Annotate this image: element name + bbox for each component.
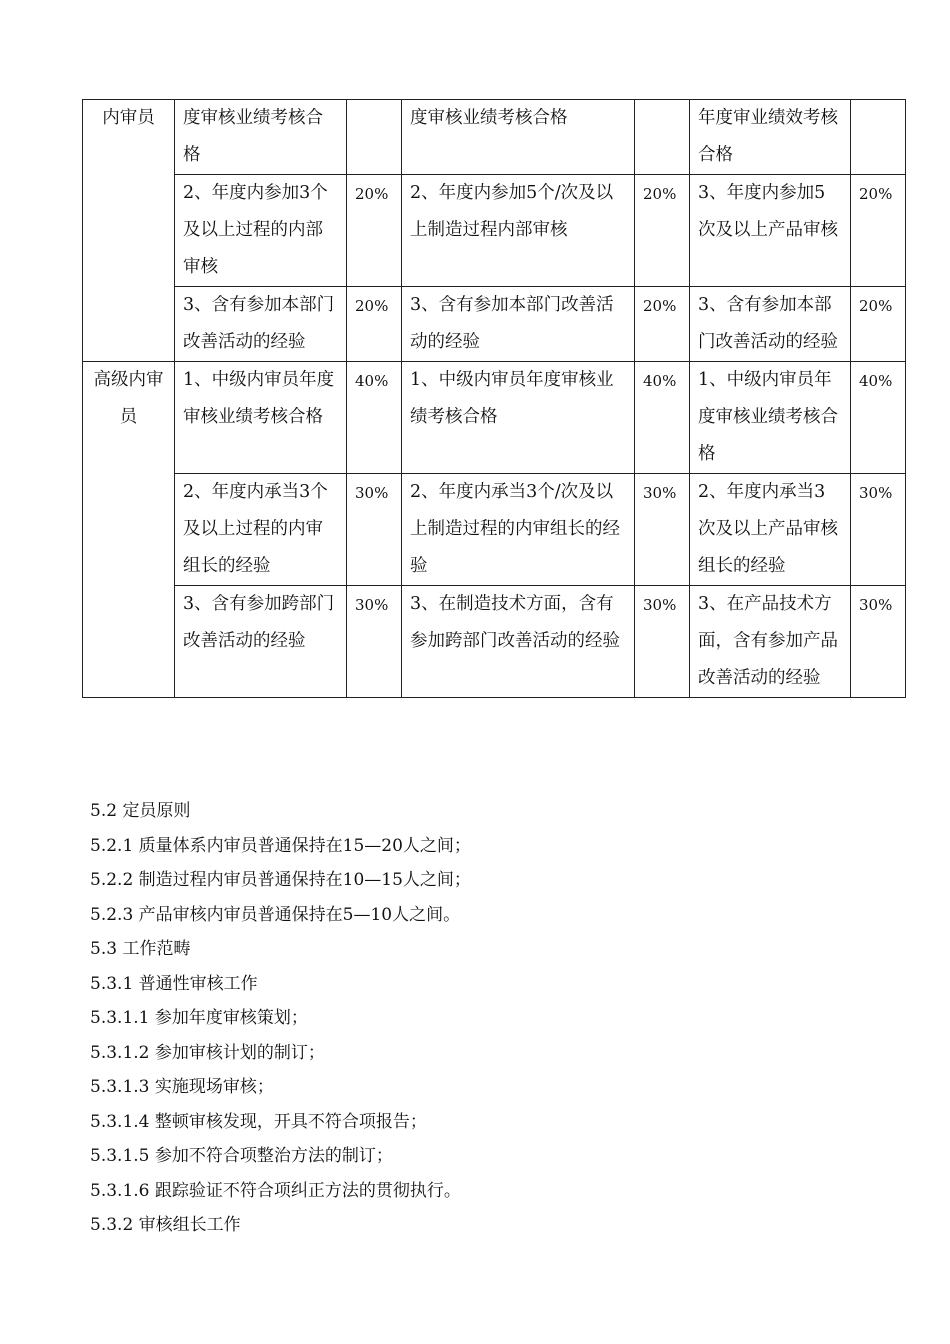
requirement-cell: 3、含有参加跨部门改善活动的经验 bbox=[175, 586, 347, 698]
table-body bbox=[83, 100, 906, 698]
text-line: 5.3.1.3 实施现场审核； bbox=[90, 1077, 274, 1097]
weight-cell: 30% bbox=[851, 474, 906, 586]
table-row bbox=[83, 586, 906, 698]
table-row bbox=[83, 287, 906, 362]
text-line: 5.3.1.5 参加不符合项整治方法的制订； bbox=[90, 1146, 393, 1166]
requirement-cell: 1、中级内审员年度审核业绩考核合格 bbox=[690, 362, 851, 474]
requirement-cell: 1、中级内审员年度审核业绩考核合格 bbox=[175, 362, 347, 474]
weight-cell: 30% bbox=[347, 474, 402, 586]
table-row bbox=[83, 100, 906, 175]
requirement-cell: 2、年度内承当3个及以上过程的内审组长的经验 bbox=[175, 474, 347, 586]
weight-cell: 40% bbox=[347, 362, 402, 474]
requirement-cell: 年度审业绩效考核合格 bbox=[690, 100, 851, 175]
text-line: 5.2 定员原则 bbox=[90, 801, 191, 821]
weight-cell: 20% bbox=[851, 175, 906, 287]
weight-cell: 30% bbox=[851, 586, 906, 698]
weight-cell: 20% bbox=[851, 287, 906, 362]
weight-cell: 30% bbox=[635, 474, 690, 586]
weight-cell: 20% bbox=[635, 287, 690, 362]
weight-cell: 40% bbox=[635, 362, 690, 474]
requirement-cell: 3、含有参加本部门改善活动的经验 bbox=[690, 287, 851, 362]
text-line: 5.3.1.1 参加年度审核策划； bbox=[90, 1008, 308, 1028]
role-cell: 内审员 bbox=[83, 100, 175, 362]
auditor-requirements-table bbox=[82, 99, 906, 698]
requirement-cell: 度审核业绩考核合格 bbox=[175, 100, 347, 175]
weight-cell: 20% bbox=[347, 287, 402, 362]
table-row bbox=[83, 362, 906, 474]
table-row bbox=[83, 474, 906, 586]
requirement-cell: 3、含有参加本部门改善活动的经验 bbox=[402, 287, 635, 362]
text-line: 5.3.1.6 跟踪验证不符合项纠正方法的贯彻执行。 bbox=[90, 1180, 461, 1201]
text-line: 5.3.1.4 整顿审核发现，开具不符合项报告； bbox=[90, 1111, 427, 1132]
requirement-cell: 2、年度内参加5个/次及以上制造过程内部审核 bbox=[402, 175, 635, 287]
text-line: 5.2.3 产品审核内审员普通保持在5—10人之间。 bbox=[90, 904, 461, 925]
text-line: 5.3 工作范畴 bbox=[90, 939, 191, 959]
weight-cell: 30% bbox=[635, 586, 690, 698]
requirement-cell: 2、年度内承当3次及以上产品审核组长的经验 bbox=[690, 474, 851, 586]
text-line: 5.2.1 质量体系内审员普通保持在15—20人之间； bbox=[90, 835, 471, 856]
weight-cell: 40% bbox=[851, 362, 906, 474]
requirement-cell: 3、在制造技术方面，含有参加跨部门改善活动的经验 bbox=[402, 586, 635, 698]
text-line: 5.3.2 审核组长工作 bbox=[90, 1215, 241, 1235]
requirement-cell: 2、年度内参加3个及以上过程的内部审核 bbox=[175, 175, 347, 287]
requirement-cell: 1、中级内审员年度审核业绩考核合格 bbox=[402, 362, 635, 474]
weight-cell: 30% bbox=[347, 586, 402, 698]
text-line: 5.3.1 普通性审核工作 bbox=[90, 973, 258, 994]
text-line: 5.2.2 制造过程内审员普通保持在10—15人之间； bbox=[90, 870, 471, 890]
weight-cell: 20% bbox=[635, 175, 690, 287]
requirement-cell: 度审核业绩考核合格 bbox=[402, 100, 635, 175]
text-line: 5.3.1.2 参加审核计划的制订； bbox=[90, 1042, 325, 1063]
requirement-cell: 3、含有参加本部门改善活动的经验 bbox=[175, 287, 347, 362]
body-text bbox=[90, 794, 870, 1243]
weight-cell bbox=[347, 100, 402, 175]
requirement-cell: 3、年度内参加5次及以上产品审核 bbox=[690, 175, 851, 287]
weight-cell bbox=[635, 100, 690, 175]
requirement-cell: 3、在产品技术方面，含有参加产品改善活动的经验 bbox=[690, 586, 851, 698]
requirement-cell: 2、年度内承当3个/次及以上制造过程的内审组长的经验 bbox=[402, 474, 635, 586]
table-row bbox=[83, 175, 906, 287]
role-cell: 高级内审员 bbox=[83, 362, 175, 698]
weight-cell bbox=[851, 100, 906, 175]
weight-cell: 20% bbox=[347, 175, 402, 287]
